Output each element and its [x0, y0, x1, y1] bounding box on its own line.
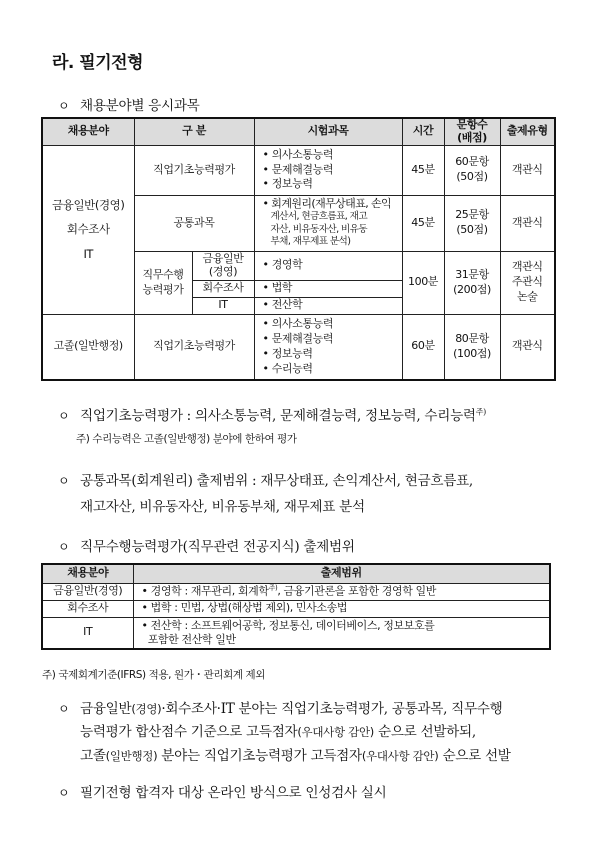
- subjects-basic-b: • 의사소통능력 • 문제해결능력 • 정보능력 • 수리능력: [254, 314, 402, 380]
- subjects-common: • 회계원리(재무상태표, 손익 계산서, 현금흐름표, 재고 자산, 비유동자산, 비유동 부채, 재무제표 분석): [254, 195, 402, 251]
- header-scope: 출제범위: [133, 564, 550, 583]
- table-header-row: [42, 564, 550, 583]
- subject-heading: [58, 94, 200, 114]
- header-field: 채용분야: [42, 118, 134, 145]
- selection-line-3: 고졸(일반행정) 분야는 직업기초능력평가 고득점자(우대사항 감안) 순으로 선발: [80, 748, 511, 764]
- selection-line: ㅇ 금융일반(경영)·회수조사·IT 분야는 직업기초능력평가, 공통과목, 직무수행: [58, 701, 503, 717]
- count-job: 31문항 (200점): [444, 251, 500, 314]
- header-count: 문항수 (배점): [444, 118, 500, 145]
- common-scope-line-2: 재고자산, 비유동자산, 비유동부채, 재무제표 분석: [80, 499, 365, 515]
- time-basic: 45분: [402, 145, 444, 195]
- table-row: [42, 600, 550, 617]
- job-subject-finance: • 경영학: [254, 251, 402, 280]
- table-header-row: [42, 118, 555, 145]
- job-subject-recovery: • 법학: [254, 280, 402, 297]
- basic-ability-note: 주) 수리능력은 고졸(일반행정) 분야에 한하여 평가: [76, 433, 297, 445]
- scope-table-note: 주) 국제회계기준(IFRS) 적용, 원가・관리회계 제외: [42, 669, 266, 681]
- basic-ability-line: ㅇ 직업기초능력평가 : 의사소통능력, 문제해결능력, 정보능력, 수리능력$^{주)}$: [58, 407, 486, 424]
- job-field-finance: 금융일반 (경영): [192, 251, 254, 280]
- selection-line-2: 능력평가 합산점수 기준으로 고득점자(우대사항 감안) 순으로 선발하되,: [80, 724, 476, 740]
- field-group-b: 고졸(일반행정): [42, 314, 134, 380]
- count-basic: 60문항 (50점): [444, 145, 500, 195]
- subjects-basic: • 의사소통능력 • 문제해결능력 • 정보능력: [254, 145, 402, 195]
- subject-heading-text: 채용분야별 응시과목: [80, 98, 200, 114]
- header-time: 시간: [402, 118, 444, 145]
- time-job: 100분: [402, 251, 444, 314]
- job-subject-it: • 전산학: [254, 297, 402, 314]
- section-title: 라. 필기전형: [52, 53, 143, 73]
- table-row: [42, 583, 550, 600]
- table-row: [42, 617, 550, 649]
- header-subjects: 시험과목: [254, 118, 402, 145]
- job-field-recovery: 회수조사: [192, 280, 254, 297]
- scope-it: • 전산학 : 소프트웨어공학, 정보통신, 데이터베이스, 정보보호를 포함한 전산학 일반: [133, 617, 550, 649]
- type-common: 객관식: [500, 195, 555, 251]
- type-basic: 객관식: [500, 145, 555, 195]
- count-common: 25문항 (50점): [444, 195, 500, 251]
- type-basic-b: 객관식: [500, 314, 555, 380]
- field-group-a: 금융일반(경영) 회수조사 IT: [42, 145, 134, 314]
- scope-field-it: IT: [42, 617, 133, 649]
- count-basic-b: 80문항 (100점): [444, 314, 500, 380]
- scope-field-recovery: 회수조사: [42, 600, 133, 617]
- personality-test-line: ㅇ 필기전형 합격자 대상 온라인 방식으로 인성검사 실시: [58, 785, 387, 801]
- subject-table: [41, 117, 556, 381]
- category-basic-b: 직업기초능력평가: [134, 314, 254, 380]
- header-type: 출제유형: [500, 118, 555, 145]
- footnote-marker: 주): [475, 407, 486, 417]
- category-common: 공통과목: [134, 195, 254, 251]
- header-field: 채용분야: [42, 564, 133, 583]
- scope-field-finance: 금융일반(경영): [42, 583, 133, 600]
- time-basic-b: 60분: [402, 314, 444, 380]
- job-scope-heading: ㅇ 직무수행능력평가(직무관련 전공지식) 출제범위: [58, 539, 355, 555]
- time-common: 45분: [402, 195, 444, 251]
- table-row: [42, 145, 555, 195]
- scope-finance: • 경영학 : 재무관리, 회계학$^{주)}$, 금융기관론을 포함한 경영학 일반: [133, 583, 550, 600]
- job-field-it: IT: [192, 297, 254, 314]
- scope-recovery: • 법학 : 민법, 상법(해상법 제외), 민사소송법: [133, 600, 550, 617]
- common-scope-line: ㅇ 공통과목(회계원리) 출제범위 : 재무상태표, 손익계산서, 현금흐름표,: [58, 473, 473, 489]
- table-row: [42, 314, 555, 380]
- type-job: 객관식 주관식 논술: [500, 251, 555, 314]
- category-basic: 직업기초능력평가: [134, 145, 254, 195]
- bullet-mark: ㅇ: [58, 99, 70, 113]
- category-job: 직무수행 능력평가: [134, 251, 192, 314]
- scope-table: [41, 563, 551, 650]
- header-category: 구 분: [134, 118, 254, 145]
